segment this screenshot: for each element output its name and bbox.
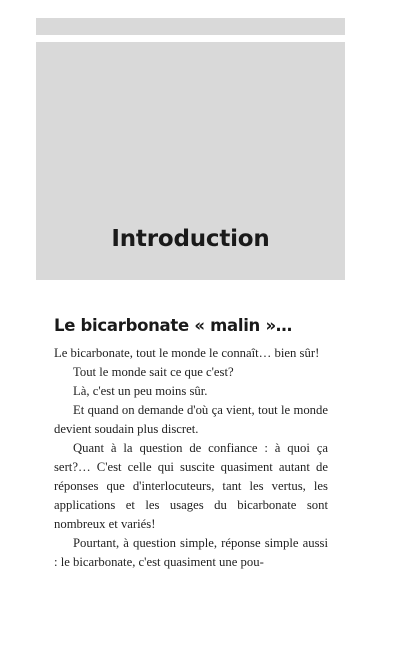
body-text — [54, 344, 328, 572]
paragraph: Tout le monde sait ce que c'est? — [73, 365, 234, 379]
chapter-title: Introduction — [111, 226, 270, 252]
paragraph: Pourtant, à question simple, réponse simple aussi : le bicarbonate, c'est quasiment une pou- — [54, 536, 328, 569]
paragraph: Le bicarbonate, tout le monde le connaît… bien sûr! — [54, 346, 320, 360]
section-heading: Le bicarbonate « malin »… — [54, 316, 293, 335]
paragraph: Et quand on demande d'où ça vient, tout le monde devient soudain plus discret. — [54, 403, 328, 436]
paragraph: Quant à la question de confiance : à quoi ça sert?… C'est celle qui suscite quasiment autant de réponses que d'interlocuteurs, tant les vertus, les applications et les usages du bicarbonate sont nombreux et variés! — [54, 441, 328, 531]
chapter-header-block — [36, 42, 345, 280]
top-gray-bar — [36, 18, 345, 35]
paragraph: Là, c'est un peu moins sûr. — [73, 384, 208, 398]
